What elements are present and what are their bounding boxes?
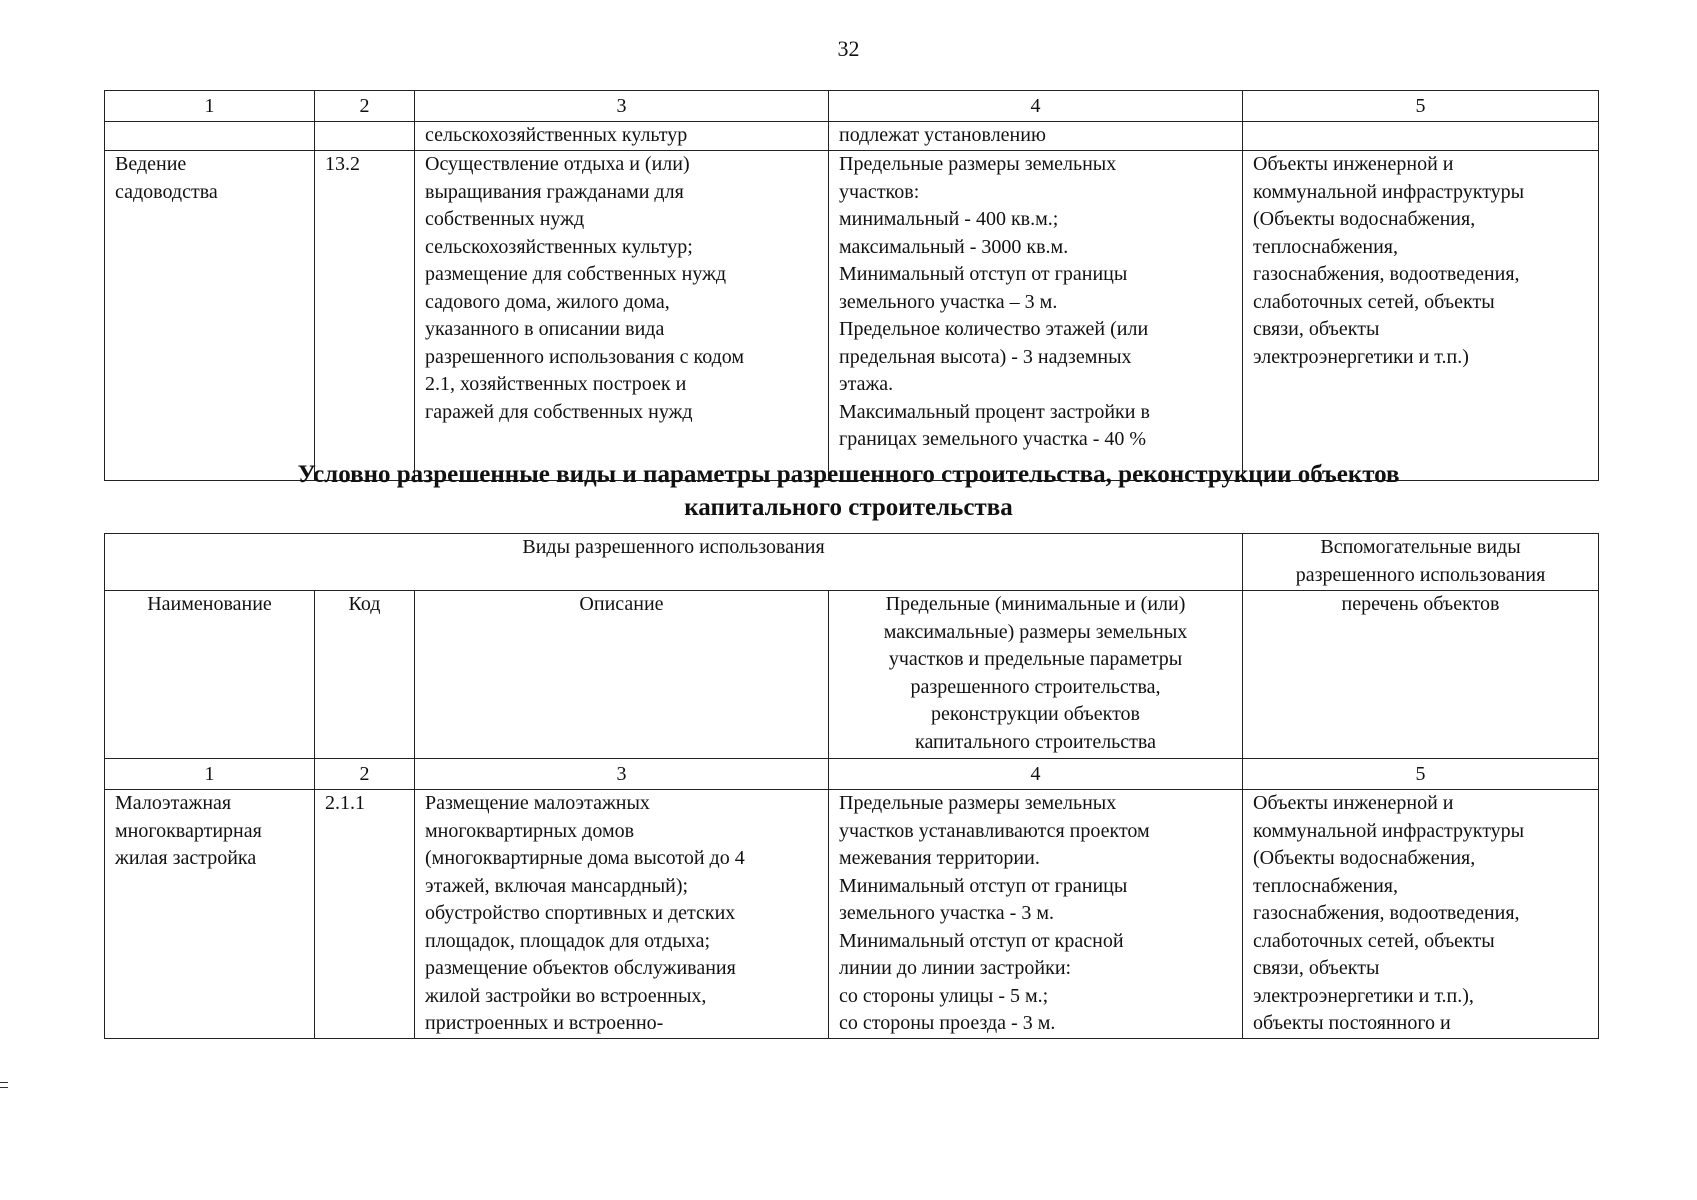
column-number-row <box>105 91 1599 122</box>
table-header-group-row <box>105 534 1599 591</box>
use-name: Малоэтажная многоквартирная жилая застройка <box>105 790 315 1039</box>
header-permitted-uses: Виды разрешенного использования <box>105 534 1243 591</box>
header-object-list: перечень объектов <box>1243 591 1599 759</box>
scan-edge-mark <box>0 1082 8 1083</box>
page-number: 32 <box>837 36 860 61</box>
use-description: Размещение малоэтажных многоквартирных домов (многоквартирные дома высотой до 4 этажей, включая мансардный); обустройство спортивных и детских площадок, площадок для отдыха; размещение объектов обслуживания жилой застройки во встроенных, пристроенных и встроенно- <box>415 790 829 1039</box>
continuation-name-cell <box>105 122 315 151</box>
section-heading: Условно разрешенные виды и параметры разрешенного строительства, реконструкции объектов капитального строительства <box>297 461 1400 521</box>
use-description: Осуществление отдыха и (или) выращивания гражданами для собственных нужд сельскохозяйственных культур; размещение для собственных нужд садового дома, жилого дома, указанного в описании вида разрешенного использования с кодом 2.1, хозяйственных построек и гаражей для собственных нужд <box>415 151 829 481</box>
use-name: Ведение садоводства <box>105 151 315 481</box>
header-auxiliary-uses: Вспомогательные виды разрешенного использования <box>1243 534 1599 591</box>
use-auxiliary: Объекты инженерной и коммунальной инфраструктуры (Объекты водоснабжения, теплоснабжения, газоснабжения, водоотведения, слаботочных сетей, объекты связи, объекты электроэнергетики и т.п.), объекты постоянного и <box>1243 790 1599 1039</box>
use-parameters: Предельные размеры земельных участков устанавливаются проектом межевания территории. Минимальный отступ от границы земельного участка - 3 м. Минимальный отступ от красной линии до линии застройки: со стороны улицы - 5 м.; со стороны проезда - 3 м. <box>829 790 1243 1039</box>
use-auxiliary: Объекты инженерной и коммунальной инфраструктуры (Объекты водоснабжения, теплоснабжения, газоснабжения, водоотведения, слаботочных сетей, объекты связи, объекты электроэнергетики и т.п.) <box>1243 151 1599 481</box>
continuation-row <box>105 122 1599 151</box>
header-name: Наименование <box>105 591 315 759</box>
col-number-1: 1 <box>105 759 315 790</box>
col-number-3: 3 <box>415 91 829 122</box>
land-use-table-continued <box>104 90 1599 481</box>
header-parameters: Предельные (минимальные и (или) максимальные) размеры земельных участков и предельные параметры разрешенного строительства, реконструкции объектов капитального строительства <box>829 591 1243 759</box>
table-row <box>105 790 1599 1039</box>
header-description: Описание <box>415 591 829 759</box>
col-number-4: 4 <box>829 759 1243 790</box>
col-number-3: 3 <box>415 759 829 790</box>
header-code: Код <box>315 591 415 759</box>
col-number-5: 5 <box>1243 759 1599 790</box>
conditional-use-table <box>104 533 1599 1039</box>
scan-edge-mark <box>0 1087 8 1088</box>
table-row <box>105 151 1599 481</box>
use-parameters: Предельные размеры земельных участков: минимальный - 400 кв.м.; максимальный - 3000 кв.м. Минимальный отступ от границы земельного участка – 3 м. Предельное количество этажей (или предельная высота) - 3 надземных этажа. Максимальный процент застройки в границах земельного участка - 40 % <box>829 151 1243 481</box>
col-number-5: 5 <box>1243 91 1599 122</box>
use-code: 2.1.1 <box>315 790 415 1039</box>
continuation-code-cell <box>315 122 415 151</box>
continuation-auxiliary <box>1243 122 1599 151</box>
continuation-description: сельскохозяйственных культур <box>415 122 829 151</box>
use-code: 13.2 <box>315 151 415 481</box>
column-number-row <box>105 759 1599 790</box>
col-number-4: 4 <box>829 91 1243 122</box>
col-number-2: 2 <box>315 91 415 122</box>
table-header-row <box>105 591 1599 759</box>
continuation-parameters: подлежат установлению <box>829 122 1243 151</box>
col-number-1: 1 <box>105 91 315 122</box>
col-number-2: 2 <box>315 759 415 790</box>
